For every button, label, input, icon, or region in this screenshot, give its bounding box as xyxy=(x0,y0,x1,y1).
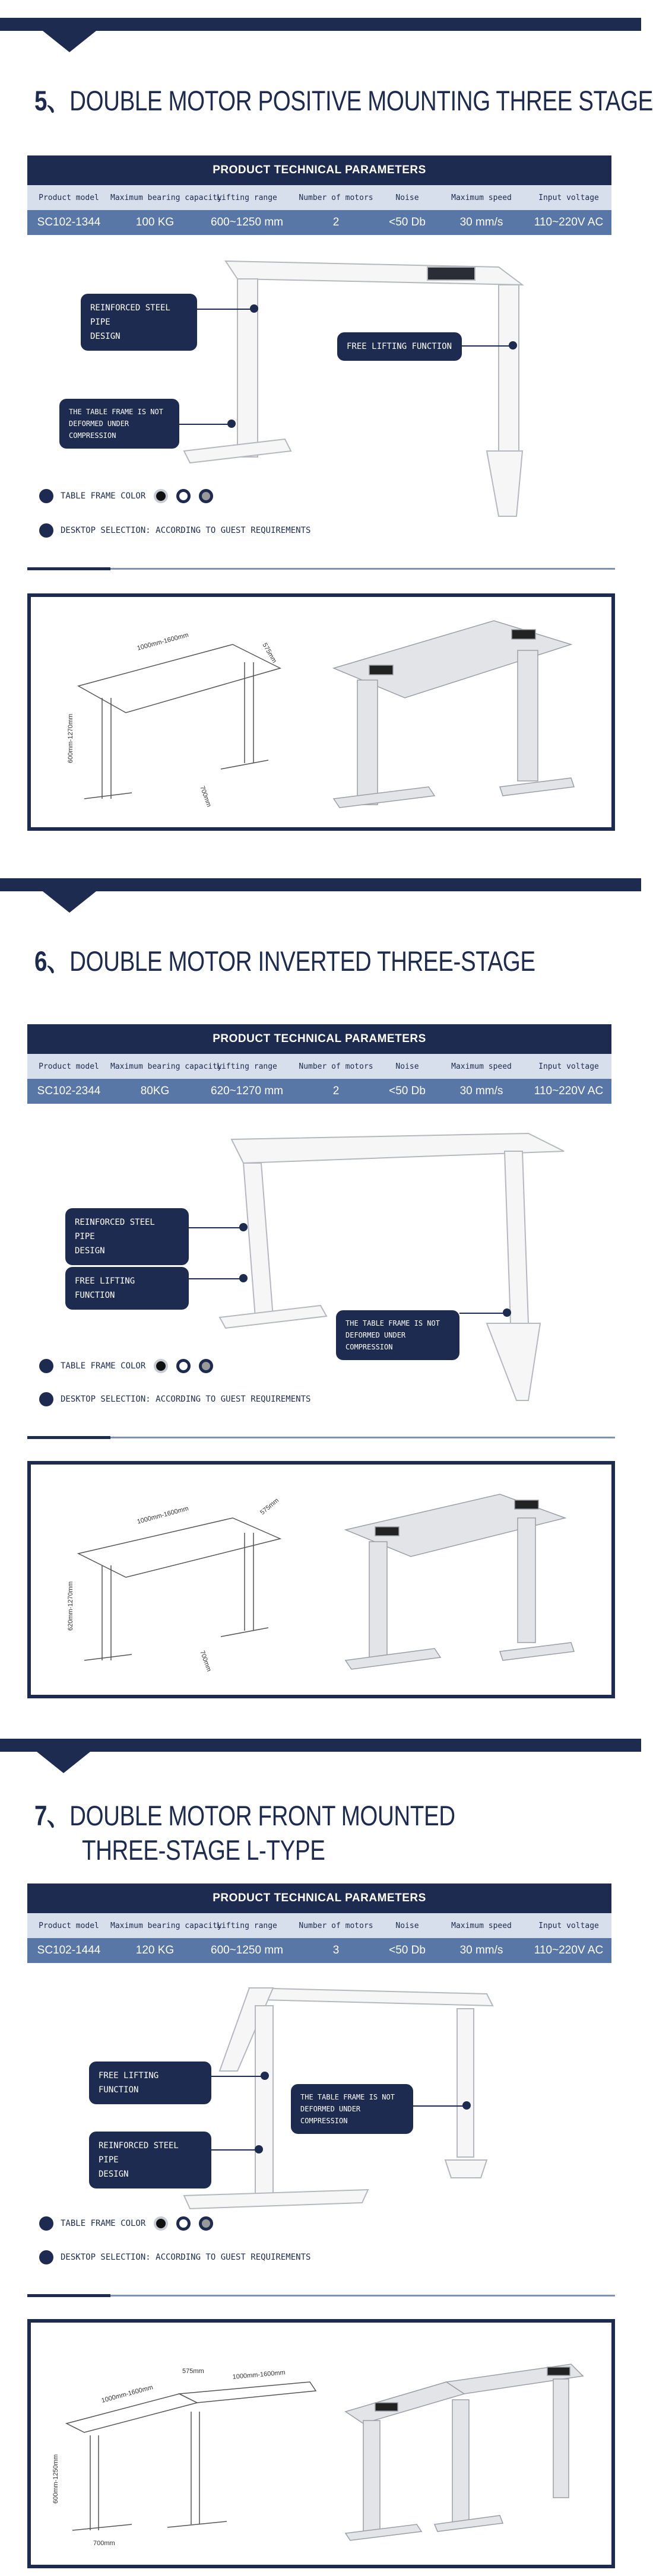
callout-dot xyxy=(239,1223,248,1231)
value-cell: 120 KG xyxy=(135,1944,175,1956)
section-5 xyxy=(0,0,653,843)
section-notch xyxy=(37,1752,90,1773)
header-cell: Maximum bearing capacity xyxy=(110,1921,222,1930)
table-caption: PRODUCT TECHNICAL PARAMETERS xyxy=(27,1024,611,1054)
dimension-drawing xyxy=(66,1482,316,1684)
header-cell: Input voltage xyxy=(538,1921,599,1930)
section-top-bar xyxy=(0,878,641,891)
section-7 xyxy=(0,1739,641,2576)
color-swatch-white[interactable] xyxy=(176,1359,191,1373)
frame-render xyxy=(334,609,583,822)
divider-light xyxy=(110,568,615,570)
callout-line xyxy=(459,1313,507,1314)
frame-color-legend xyxy=(39,1359,213,1373)
dim-foot: 700mm xyxy=(198,1649,213,1673)
desk-frame-illustration xyxy=(166,237,558,510)
header-cell: Input voltage xyxy=(538,1062,599,1071)
header-cell: Noise xyxy=(395,1921,419,1930)
dimension-drawing-frame xyxy=(27,1461,615,1698)
callout-not-deformed: THE TABLE FRAME IS NOT DEFORMED UNDER COMPRESSION xyxy=(336,1310,459,1360)
table-caption: PRODUCT TECHNICAL PARAMETERS xyxy=(27,155,611,185)
header-cell: Maximum bearing capacity xyxy=(110,193,222,202)
callout-free-lifting: FREE LIFTING FUNCTION xyxy=(337,332,462,361)
section-title: 7、DOUBLE MOTOR FRONT MOUNTED xyxy=(34,1800,455,1831)
value-cell: 600~1250 mm xyxy=(211,1944,283,1956)
callout-free-lifting: FREE LIFTING FUNCTION xyxy=(89,2062,211,2104)
dimension-drawing-frame xyxy=(27,2319,615,2568)
frame-render xyxy=(345,2346,595,2554)
bullet-icon xyxy=(39,1359,53,1373)
callout-line xyxy=(413,2105,467,2107)
frame-color-legend xyxy=(39,489,213,503)
section-title: 5、DOUBLE MOTOR POSITIVE MOUNTING THREE STAGE xyxy=(34,85,653,116)
dimension-drawing-frame xyxy=(27,593,615,831)
color-swatch-white[interactable] xyxy=(176,489,191,503)
divider-light xyxy=(110,2295,615,2297)
header-cell: Lifting range xyxy=(217,1921,277,1930)
value-cell: <50 Db xyxy=(389,216,426,228)
table-value-row xyxy=(27,210,611,235)
section-top-bar xyxy=(0,18,641,31)
callout-line xyxy=(189,1227,243,1228)
value-cell: SC102-1444 xyxy=(37,1944,101,1956)
header-cell: Number of motors xyxy=(299,1062,373,1071)
callout-dot xyxy=(261,2072,269,2080)
value-cell: SC102-2344 xyxy=(37,1085,101,1097)
header-cell: Number of motors xyxy=(299,1921,373,1930)
value-cell: 2 xyxy=(332,1085,340,1097)
callout-dot xyxy=(227,420,236,428)
callout-free-lifting: FREE LIFTING FUNCTION xyxy=(65,1267,189,1310)
dim-width-right: 1000mm-1600mm xyxy=(232,2369,286,2381)
section-top-bar xyxy=(0,1739,641,1752)
callout-dot xyxy=(255,2145,263,2153)
desktop-selection-legend xyxy=(39,1392,310,1406)
table-header-row xyxy=(27,1913,611,1938)
spec-table xyxy=(27,155,611,235)
bullet-icon xyxy=(39,1392,53,1406)
value-cell: 100 KG xyxy=(135,216,175,228)
table-header-row xyxy=(27,1054,611,1079)
section-title: 6、DOUBLE MOTOR INVERTED THREE-STAGE xyxy=(34,945,535,977)
dimension-drawing xyxy=(49,2346,328,2554)
header-cell: Product model xyxy=(39,1921,99,1930)
section-6 xyxy=(0,878,641,1721)
callout-line xyxy=(211,2076,265,2077)
desktop-selection-legend xyxy=(39,523,310,538)
divider-dark xyxy=(27,1436,110,1439)
dim-depth: 575mm xyxy=(261,641,278,665)
color-swatch-grey[interactable] xyxy=(199,1359,213,1373)
value-cell: 3 xyxy=(332,1944,340,1956)
bullet-icon xyxy=(39,2250,53,2264)
header-cell: Product model xyxy=(39,1062,99,1071)
value-cell: SC102-1344 xyxy=(37,216,101,228)
section-title-line2: THREE-STAGE L-TYPE xyxy=(82,1834,325,1866)
callout-not-deformed: THE TABLE FRAME IS NOT DEFORMED UNDER COMPRESSION xyxy=(59,399,179,449)
bullet-icon xyxy=(39,489,53,503)
color-swatch-black[interactable] xyxy=(154,2216,168,2231)
value-cell: 80KG xyxy=(140,1085,170,1097)
callout-line xyxy=(179,424,232,425)
callout-line xyxy=(211,2149,259,2151)
callout-dot xyxy=(250,304,258,313)
dim-height: 600mm-1250mm xyxy=(52,2454,59,2504)
value-cell: 110~220V AC xyxy=(534,1944,604,1956)
frame-color-label: TABLE FRAME COLOR xyxy=(61,2219,146,2228)
header-cell: Maximum speed xyxy=(451,193,512,202)
bullet-icon xyxy=(39,523,53,538)
dim-width: 1000mm-1600mm xyxy=(136,631,190,652)
value-cell: 110~220V AC xyxy=(534,1085,604,1097)
dim-depth: 575mm xyxy=(259,1497,281,1517)
spec-table xyxy=(27,1883,611,1963)
header-cell: Lifting range xyxy=(217,193,277,202)
dim-width: 1000mm-1600mm xyxy=(136,1505,190,1526)
value-cell: 110~220V AC xyxy=(534,216,604,228)
callout-dot xyxy=(503,1308,511,1317)
table-header-row xyxy=(27,185,611,210)
callout-line xyxy=(462,345,513,347)
header-cell: Maximum bearing capacity xyxy=(110,1062,222,1071)
color-swatch-white[interactable] xyxy=(176,2216,191,2231)
value-cell: 30 mm/s xyxy=(459,216,503,228)
frame-color-label: TABLE FRAME COLOR xyxy=(61,491,146,501)
value-cell: 2 xyxy=(332,216,340,228)
frame-render xyxy=(345,1482,583,1684)
header-cell: Noise xyxy=(395,193,419,202)
callout-line xyxy=(189,1278,243,1279)
dim-foot: 700mm xyxy=(198,784,213,808)
section-notch xyxy=(43,891,96,913)
section-notch xyxy=(43,31,96,52)
dim-height: 620mm-1270mm xyxy=(67,1581,74,1631)
dim-depth: 575mm xyxy=(182,2368,204,2375)
header-cell: Maximum speed xyxy=(451,1921,512,1930)
header-cell: Product model xyxy=(39,193,99,202)
divider-light xyxy=(110,1437,615,1438)
callout-dot xyxy=(239,1274,248,1282)
callout-dot xyxy=(509,341,517,350)
color-swatch-black[interactable] xyxy=(154,489,168,503)
callout-not-deformed: THE TABLE FRAME IS NOT DEFORMED UNDER COMPRESSION xyxy=(291,2084,413,2134)
callout-reinforced-pipe: REINFORCED STEEL PIPE DESIGN xyxy=(89,2132,211,2189)
frame-color-legend xyxy=(39,2216,213,2231)
table-caption: PRODUCT TECHNICAL PARAMETERS xyxy=(27,1883,611,1913)
callout-dot xyxy=(462,2101,471,2110)
desktop-selection-label: DESKTOP SELECTION: ACCORDING TO GUEST REQUIREMENTS xyxy=(61,526,311,535)
bullet-icon xyxy=(39,2216,53,2231)
dimension-drawing xyxy=(66,609,316,822)
value-cell: <50 Db xyxy=(389,1085,426,1097)
color-swatch-black[interactable] xyxy=(154,1359,168,1373)
color-swatch-grey[interactable] xyxy=(199,489,213,503)
value-cell: <50 Db xyxy=(389,1944,426,1956)
header-cell: Number of motors xyxy=(299,193,373,202)
callout-line xyxy=(197,309,254,310)
spec-table xyxy=(27,1024,611,1104)
divider-dark xyxy=(27,567,110,570)
header-cell: Noise xyxy=(395,1062,419,1071)
color-swatch-grey[interactable] xyxy=(199,2216,213,2231)
dim-width-left: 1000mm-1600mm xyxy=(100,2384,154,2405)
callout-reinforced-pipe: REINFORCED STEEL PIPE DESIGN xyxy=(65,1208,189,1265)
desktop-selection-legend xyxy=(39,2250,310,2264)
desktop-selection-label: DESKTOP SELECTION: ACCORDING TO GUEST REQUIREMENTS xyxy=(61,2253,311,2262)
header-cell: Maximum speed xyxy=(451,1062,512,1071)
value-cell: 600~1250 mm xyxy=(211,216,283,228)
dim-height: 600mm-1270mm xyxy=(67,713,74,763)
header-cell: Lifting range xyxy=(217,1062,277,1071)
table-value-row xyxy=(27,1938,611,1963)
frame-color-label: TABLE FRAME COLOR xyxy=(61,1361,146,1371)
callout-reinforced-pipe: REINFORCED STEEL PIPE DESIGN xyxy=(81,294,197,351)
value-cell: 620~1270 mm xyxy=(211,1085,283,1097)
header-cell: Input voltage xyxy=(538,193,599,202)
value-cell: 30 mm/s xyxy=(459,1944,503,1956)
value-cell: 30 mm/s xyxy=(459,1085,503,1097)
divider-dark xyxy=(27,2294,110,2297)
table-value-row xyxy=(27,1079,611,1104)
desktop-selection-label: DESKTOP SELECTION: ACCORDING TO GUEST REQUIREMENTS xyxy=(61,1395,311,1404)
dim-foot: 700mm xyxy=(93,2540,115,2547)
